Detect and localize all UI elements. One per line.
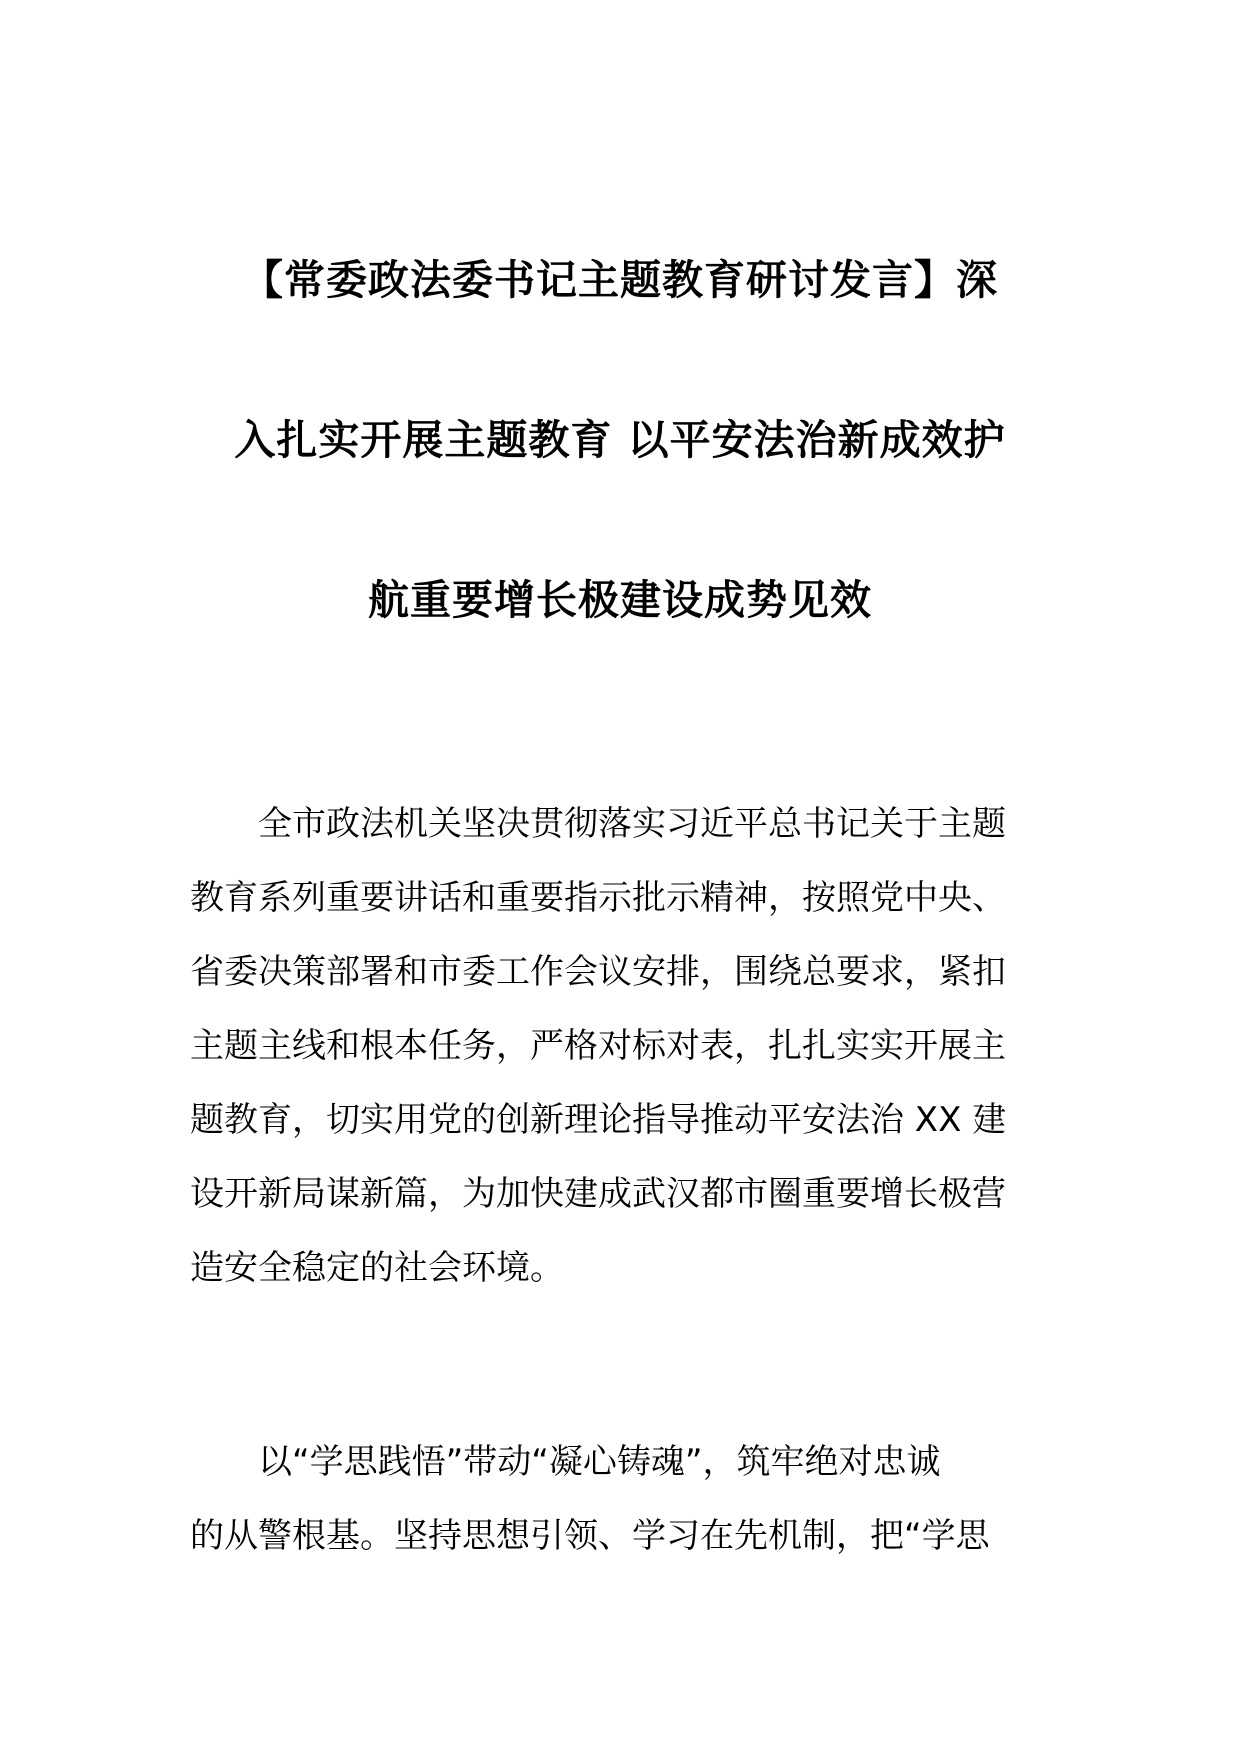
paragraph-line: 主题主线和根本任务，严格对标对表，扎扎实实开展主 <box>190 1026 1006 1066</box>
title-line: 航重要增长极建设成势见效 <box>368 576 872 624</box>
body-paragraph <box>190 1425 1050 1573</box>
title-line: 入扎实开展主题教育 以平安法治新成效护 <box>234 416 1006 464</box>
paragraph-line: 题教育，切实用党的创新理论指导推动平安法治 XX 建 <box>190 1100 1007 1140</box>
paragraph-line: 省委决策部署和市委工作会议安排，围绕总要求，紧扣 <box>190 952 1006 992</box>
paragraph-line: 以“学思践悟”带动“凝心铸魂”，筑牢绝对忠诚 <box>190 1442 941 1482</box>
body-paragraph <box>190 787 1050 1305</box>
paragraph-line: 设开新局谋新篇，为加快建成武汉都市圈重要增长极营 <box>190 1174 1006 1214</box>
paragraph-line: 教育系列重要讲话和重要指示批示精神，按照党中央、 <box>190 878 1006 918</box>
title-line: 【常委政法委书记主题教育研讨发言】深 <box>242 256 998 304</box>
paragraph-line: 全市政法机关坚决贯彻落实习近平总书记关于主题 <box>190 804 1006 844</box>
document-title <box>190 200 1050 680</box>
paragraph-line: 的从警根基。坚持思想引领、学习在先机制，把“学思 <box>190 1516 990 1556</box>
paragraph-line: 造安全稳定的社会环境。 <box>190 1248 564 1288</box>
